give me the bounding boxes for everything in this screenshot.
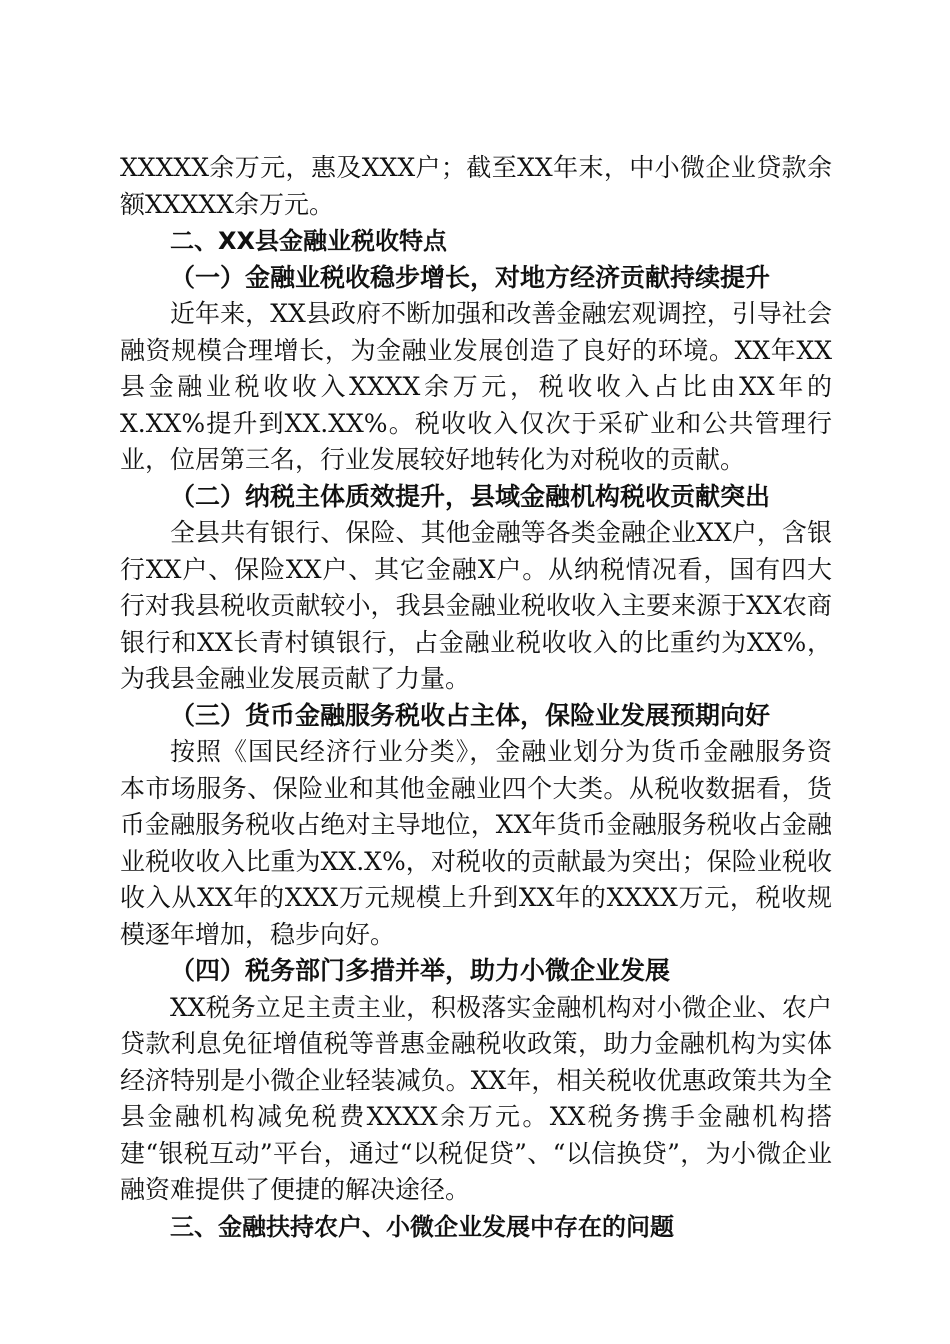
section-heading-2: 二、XX县金融业税收特点 (170, 227, 448, 255)
subsection-body-3: 按照《国民经济行业分类》，金融业划分为货币金融服务资本市场服务、保险业和其他金融业四个大类。从税收数据看，货币金融服务税收占绝对主导地位，XX年货币金融服务税收占金融业税收收入比重为XX.X%，对税收的贡献最为突出；保险业税收收入从XX年的XXX万元规模上升到XX年的XXXX万元，税收规模逐年增加，稳步向好。 (120, 737, 832, 949)
subsection-title-2: （二）纳税主体质效提升，县域金融机构税收贡献突出 (170, 481, 771, 511)
subsection-title-4: （四）税务部门多措并举，助力小微企业发展 (170, 956, 671, 985)
subsection-body-1: 近年来，XX县政府不断加强和改善金融宏观调控，引导社会融资规模合理增长，为金融业发展创造了良好的环境。XX年XX县金融业税收收入XXXX余万元，税收收入占比由XX年的X.XX%提升到XX.XX%。税收收入仅次于采矿业和公共管理行业，位居第三名，行业发展较好地转化为对税收的贡献。 (120, 299, 832, 474)
document-body (120, 150, 832, 1245)
subsection-body-2: 全县共有银行、保险、其他金融等各类金融企业XX户，含银行XX户、保险XX户、其它金融X户。从纳税情况看，国有四大行对我县税收贡献较小，我县金融业税收收入主要来源于XX农商银行和XX长青村镇银行，占金融业税收收入的比重约为XX%，为我县金融业发展贡献了力量。 (120, 518, 832, 693)
subsection-body-4: XX税务立足主责主业，积极落实金融机构对小微企业、农户贷款利息免征增值税等普惠金融税收政策，助力金融机构为实体经济特别是小微企业轻装减负。XX年，相关税收优惠政策共为全县金融机构减免税费XXXX余万元。XX税务携手金融机构搭建“银税互动”平台，通过“以税促贷”、“以信换贷”，为小微企业融资难提供了便捷的解决途径。 (120, 992, 832, 1204)
section-heading-3: 三、金融扶持农户、小微企业发展中存在的问题 (170, 1212, 674, 1241)
intro-paragraph-tail: XXXXX余万元，惠及XXX户；截至XX年末，中小微企业贷款余额XXXXX余万元。 (120, 153, 832, 219)
subsection-title-3: （三）货币金融服务税收占主体，保险业发展预期向好 (170, 700, 771, 730)
subsection-title-1: （一）金融业税收稳步增长，对地方经济贡献持续提升 (170, 262, 771, 292)
